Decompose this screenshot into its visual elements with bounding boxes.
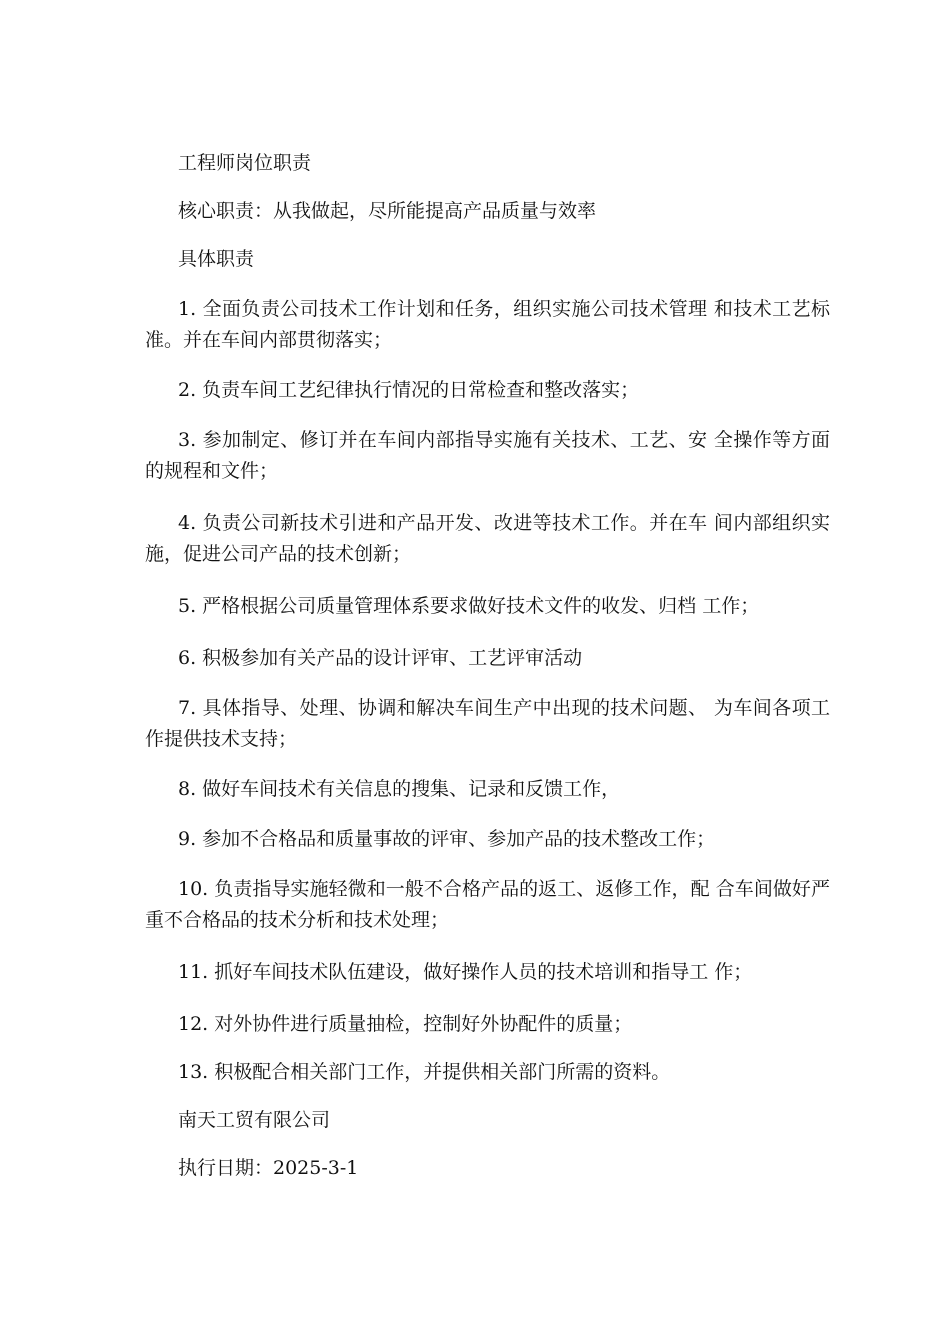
duty-item-13: 13. 积极配合相关部门工作，并提供相关部门所需的资料。 xyxy=(178,1061,671,1083)
duty-item-4: 4. 负责公司新技术引进和产品开发、改进等技术工作。并在车 间内部组织实施，促进公司产品的技术创新； xyxy=(145,512,830,565)
duty-item-9: 9. 参加不合格品和质量事故的评审、参加产品的技术整改工作； xyxy=(178,828,716,850)
section-heading: 具体职责 xyxy=(178,248,255,270)
core-duty-line: 核心职责：从我做起，尽所能提高产品质量与效率 xyxy=(178,200,597,222)
duty-item-6: 6. 积极参加有关产品的设计评审、工艺评审活动 xyxy=(178,647,583,669)
duty-item-2: 2. 负责车间工艺纪律执行情况的日常检查和整改落实； xyxy=(178,379,640,401)
company-name: 南天工贸有限公司 xyxy=(178,1109,331,1131)
duty-item-12: 12. 对外协件进行质量抽检，控制好外协配件的质量； xyxy=(178,1013,633,1035)
duty-item-8: 8. 做好车间技术有关信息的搜集、记录和反馈工作， xyxy=(178,778,621,800)
duty-item-5: 5. 严格根据公司质量管理体系要求做好技术文件的收发、归档 工作； xyxy=(178,595,760,617)
duty-item-10: 10. 负责指导实施轻微和一般不合格产品的返工、返修工作，配 合车间做好严重不合格品的技术分析和技术处理； xyxy=(145,878,830,931)
duty-item-1: 1. 全面负责公司技术工作计划和任务，组织实施公司技术管理 和技术工艺标准。并在车间内部贯彻落实； xyxy=(145,298,830,351)
document-body xyxy=(145,148,830,1184)
duty-item-7: 7. 具体指导、处理、协调和解决车间生产中出现的技术问题、 为车间各项工作提供技术支持； xyxy=(145,697,830,750)
duty-item-3: 3. 参加制定、修订并在车间内部指导实施有关技术、工艺、安 全操作等方面的规程和文件； xyxy=(145,429,830,482)
effective-date: 执行日期：2025-3-1 xyxy=(178,1157,359,1179)
document-title: 工程师岗位职责 xyxy=(178,152,312,174)
duty-item-11: 11. 抓好车间技术队伍建设，做好操作人员的技术培训和指导工 作； xyxy=(178,961,753,983)
